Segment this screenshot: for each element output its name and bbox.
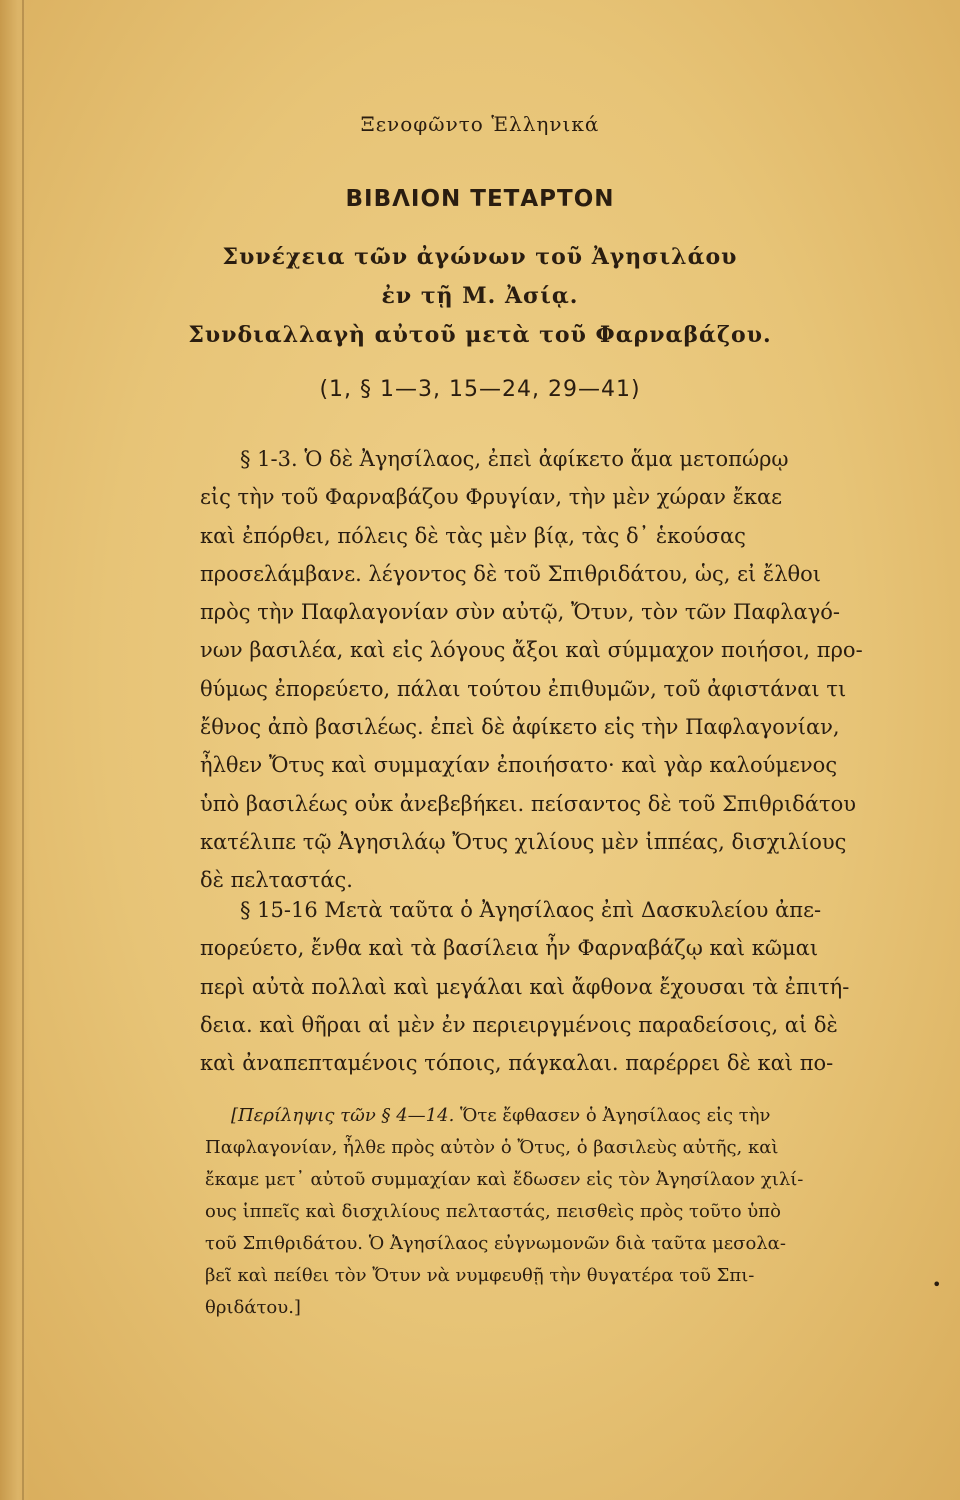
paragraph-1-line: ἦλθεν Ὄτυς καὶ συμμαχίαν ἐποιήσατο· καὶ γὰρ καλούμενος [200, 753, 838, 778]
footnote-line: Ὅτε ἔφθασεν ὁ Ἀγησίλαος εἰς τὴν [460, 1105, 771, 1126]
footnote-line: θριδάτου.] [205, 1297, 301, 1318]
paragraph-1-line: κατέλιπε τῷ Ἀγησιλάῳ Ὄτυς χιλίους μὲν ἱππέας, δισχιλίους [200, 829, 847, 854]
paragraph-1-line: θύμως ἐπορεύετο, πάλαι τούτου ἐπιθυμῶν, τοῦ ἀφιστάναι τι [200, 676, 847, 701]
footnote-label: [Περίληψις τῶν § 4—14. [231, 1105, 455, 1126]
footnote-line: τοῦ Σπιθριδάτου. Ὁ Ἀγησίλαος εὐγνωμονῶν διὰ ταῦτα μεσολα- [205, 1233, 786, 1254]
page-crease [22, 0, 24, 1500]
book-title: ΒΙΒΛΙΟΝ ΤΕΤΑΡΤΟΝ [345, 186, 615, 212]
footnote-line: ους ἱππεῖς καὶ δισχιλίους πελταστάς, πεισθεὶς πρὸς τοῦτο ὑπὸ [205, 1201, 781, 1222]
margin-mark: • [932, 1275, 942, 1294]
subtitle-line-3: Συνδιαλλαγὴ αὐτοῦ μετὰ τοῦ Φαρναβάζου. [188, 322, 772, 348]
paragraph-1 [200, 440, 930, 900]
paragraph-1-line: νων βασιλέα, καὶ εἰς λόγους ἄξοι καὶ σύμμαχον ποιήσοι, προ- [200, 638, 863, 663]
paragraph-2-line: δεια. καὶ θῆραι αἱ μὲν ἐν περιειργμένοις παραδείσοις, αἱ δὲ [200, 1012, 838, 1037]
paragraph-1-line: ἔθνος ἀπὸ βασιλέως. ἐπεὶ δὲ ἀφίκετο εἰς τὴν Παφλαγονίαν, [200, 715, 840, 740]
paragraph-2 [200, 891, 930, 1082]
paragraph-2-line: καὶ ἀναπεπταμένοις τόποις, πάγκαλαι. παρέρρει δὲ καὶ πο- [200, 1051, 834, 1076]
running-header: Ξενοφῶντο Ἑλληνικά [360, 112, 600, 136]
paragraph-2-line: περὶ αὐτὰ πολλαὶ καὶ μεγάλαι καὶ ἄφθονα ἔχουσαι τὰ ἐπιτή- [200, 974, 850, 999]
paragraph-1-line: εἰς τὴν τοῦ Φαρναβάζου Φρυγίαν, τὴν μὲν χώραν ἔκαε [200, 485, 783, 510]
paragraph-1-line: § 1-3. Ὁ δὲ Ἀγησίλαος, ἐπεὶ ἀφίκετο ἅμα μετοπώρῳ [240, 447, 789, 471]
subtitle-line-2: ἐν τῇ Μ. Ἀσίᾳ. [381, 283, 579, 309]
footnote-summary [205, 1100, 927, 1324]
paragraph-1-line: δὲ πελταστάς. [200, 868, 353, 893]
paragraph-1-line: προσελάμβανε. λέγοντος δὲ τοῦ Σπιθριδάτου, ὡς, εἰ ἔλθοι [200, 561, 822, 586]
footnote-first-line [205, 1100, 927, 1132]
paragraph-2-line: πορεύετο, ἔνθα καὶ τὰ βασίλεια ἦν Φαρναβάζῳ καὶ κῶμαι [200, 936, 819, 961]
footnote-line: ἔκαμε μετ᾽ αὐτοῦ συμμαχίαν καὶ ἔδωσεν εἰς τὸν Ἀγησίλαον χιλί- [205, 1169, 804, 1190]
paragraph-2-line: § 15-16 Μετὰ ταῦτα ὁ Ἀγησίλαος ἐπὶ Δασκυλείου ἀπε- [240, 898, 822, 922]
paragraph-1-line: καὶ ἐπόρθει, πόλεις δὲ τὰς μὲν βίᾳ, τὰς δ᾽ ἑκούσας [200, 523, 746, 548]
footnote-line: Παφλαγονίαν, ἦλθε πρὸς αὐτὸν ὁ Ὄτυς, ὁ βασιλεὺς αὐτῆς, καὶ [205, 1137, 779, 1158]
paragraph-1-line: πρὸς τὴν Παφλαγονίαν σὺν αὐτῷ, Ὄτυν, τὸν τῶν Παφλαγό- [200, 600, 840, 625]
footnote-line: βεῖ καὶ πείθει τὸν Ὄτυν νὰ νυμφευθῇ τὴν θυγατέρα τοῦ Σπι- [205, 1265, 755, 1286]
subtitle-line-1: Συνέχεια τῶν ἀγώνων τοῦ Ἀγησιλάου [222, 244, 738, 270]
section-range: (1, § 1—3, 15—24, 29—41) [319, 377, 641, 402]
page-binding-edge [0, 0, 30, 1500]
paragraph-1-line: ὑπὸ βασιλέως οὐκ ἀνεβεβήκει. πείσαντος δὲ τοῦ Σπιθριδάτου [200, 791, 857, 816]
